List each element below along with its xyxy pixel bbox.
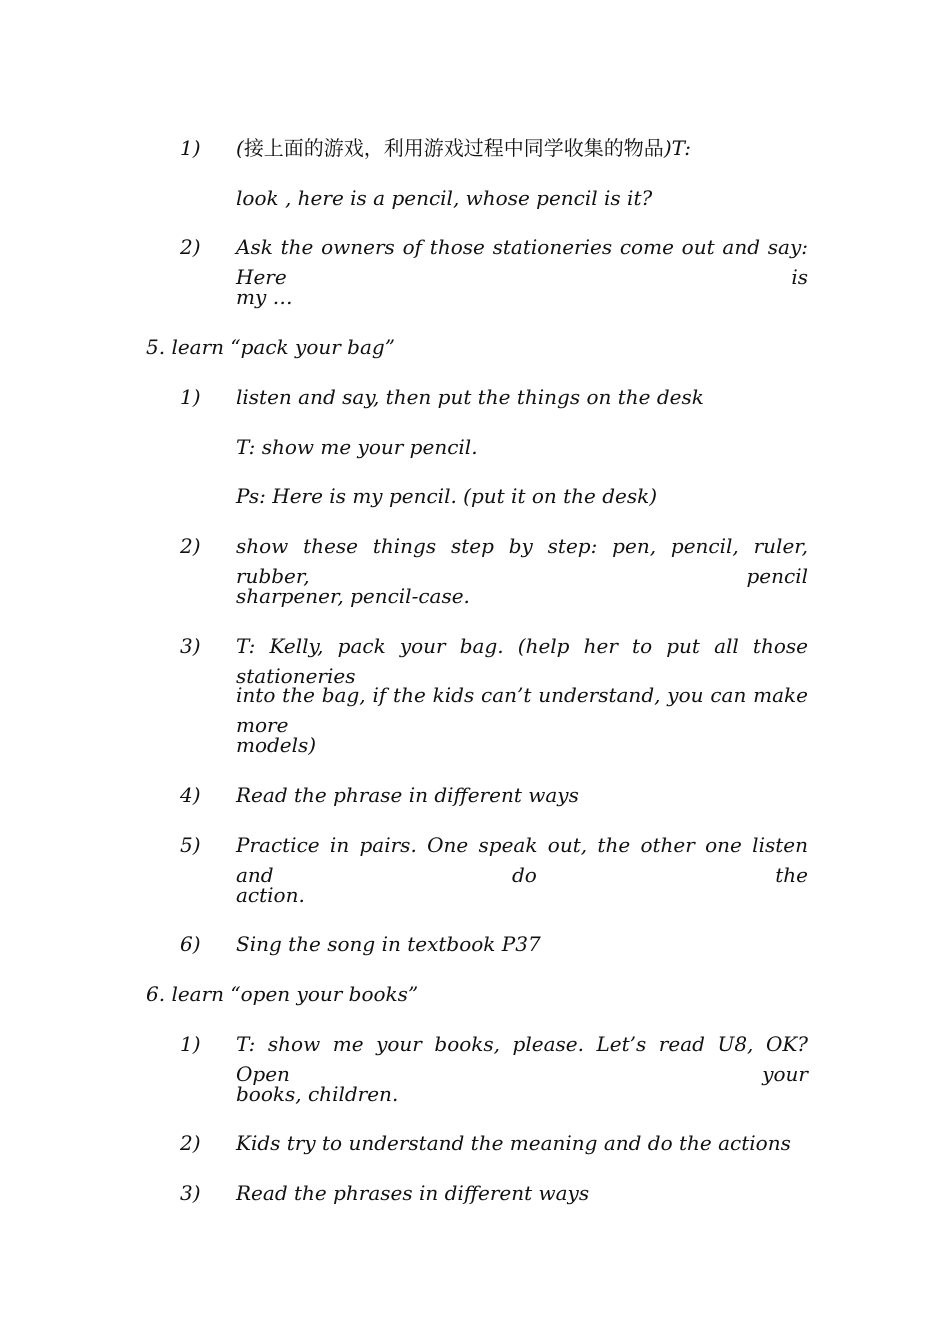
- section-5-heading: 5. learn “pack your bag”: [146, 335, 395, 359]
- item-text: T: show me your books, please. Let’s read U8, OK? Open your: [236, 1032, 808, 1086]
- item-text: look , here is a pencil, whose pencil is it?: [236, 186, 653, 210]
- item-number: 1): [180, 1032, 201, 1056]
- item-number: 1): [180, 385, 201, 409]
- item-text: Kids try to understand the meaning and do the actions: [236, 1131, 791, 1155]
- item-number: 5): [180, 833, 201, 857]
- item-number: 4): [180, 783, 201, 807]
- item-number: 3): [180, 1181, 201, 1205]
- item-text: my …: [236, 285, 293, 309]
- item-text: listen and say, then put the things on the desk: [236, 385, 704, 409]
- item-text: T: Kelly, pack your bag. (help her to put all those stationeries: [236, 634, 808, 688]
- item-text: Ask the owners of those stationeries come out and say: Here is: [236, 235, 808, 289]
- item-text: into the bag, if the kids can’t understand, you can make more: [236, 683, 808, 737]
- teacher-prefix: )T:: [663, 136, 691, 160]
- item-text: Read the phrases in different ways: [236, 1181, 590, 1205]
- item-number: 2): [180, 1131, 201, 1155]
- item-number: 6): [180, 932, 201, 956]
- item-number: 1): [180, 136, 201, 160]
- item-text: books, children.: [236, 1082, 399, 1106]
- item-text: show these things step by step: pen, pencil, ruler, rubber, pencil: [236, 534, 808, 588]
- item-number: 2): [180, 235, 201, 259]
- section-6-heading: 6. learn “open your books”: [146, 982, 419, 1006]
- item-number: 3): [180, 634, 201, 658]
- item-text: T: show me your pencil.: [236, 435, 478, 459]
- item-text: Practice in pairs. One speak out, the other one listen and do the: [236, 833, 808, 887]
- item-text: [236, 133, 691, 163]
- item-text: models): [236, 733, 317, 757]
- open-paren: (: [236, 136, 244, 160]
- item-text: Ps: Here is my pencil. (put it on the desk): [236, 484, 658, 508]
- item-number: 2): [180, 534, 201, 558]
- item-text: Read the phrase in different ways: [236, 783, 579, 807]
- item-text: sharpener, pencil-case.: [236, 584, 470, 608]
- item-text: Sing the song in textbook P37: [236, 932, 541, 956]
- chinese-instruction: 接上面的游戏，利用游戏过程中同学收集的物品: [243, 136, 664, 160]
- item-text: action.: [236, 883, 305, 907]
